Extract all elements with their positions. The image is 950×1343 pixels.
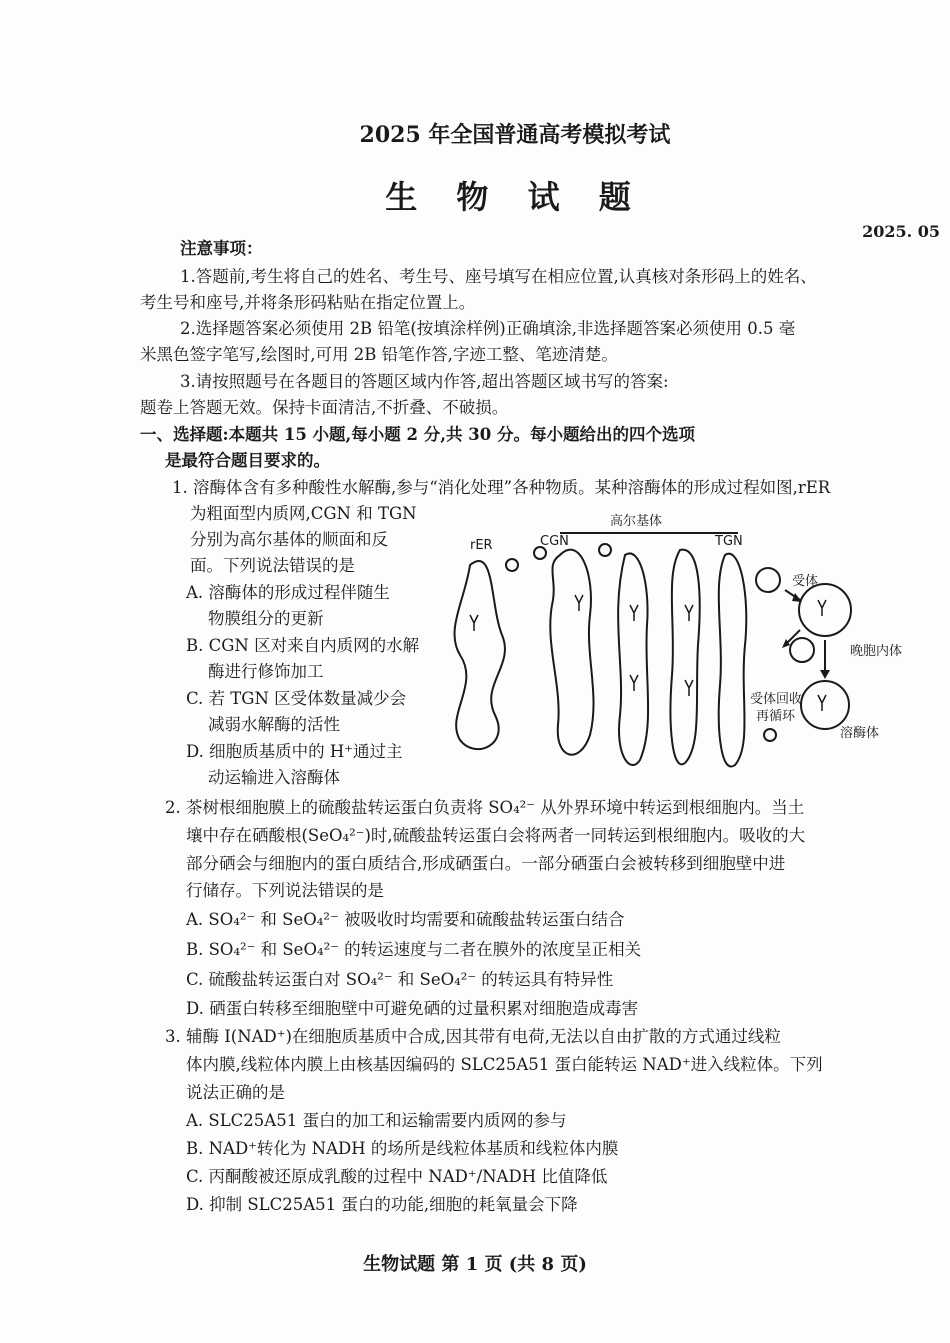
transport-vesicle (764, 729, 776, 741)
q2-option-d: D. 硒蛋白转移至细胞壁中可避免硒的过量积累对细胞造成毒害 (186, 999, 639, 1018)
q1-option-c: C. 若 TGN 区受体数量减少会 (186, 689, 407, 708)
notice-line: 题卷上答题无效。保持卡面清洁,不折叠、不破损。 (140, 398, 509, 417)
q1-option-b-cont: 酶进行修饰加工 (208, 662, 324, 681)
q2-stem: 壤中存在硒酸根(SeO₄²⁻)时,硫酸盐转运蛋白会将两者一同转运到根细胞内。吸收的大 (186, 826, 806, 845)
label-lysosome: 溶酶体 (840, 726, 880, 741)
label-late-endosome: 晚胞内体 (850, 644, 903, 659)
q2-stem: 部分硒会与细胞内的蛋白质结合,形成硒蛋白。一部分硒蛋白会被转移到细胞壁中进 (186, 854, 786, 873)
q3-option-a: A. SLC25A51 蛋白的加工和运输需要内质网的参与 (186, 1111, 567, 1130)
q3-stem: 体内膜,线粒体内膜上由核基因编码的 SLC25A51 蛋白能转运 NAD⁺进入线粒体。下列 (186, 1055, 823, 1074)
exam-title: 2025 年全国普通高考模拟考试 (359, 122, 671, 148)
golgi-cisterna (618, 553, 648, 765)
q2-option-a: A. SO₄²⁻ 和 SeO₄²⁻ 被吸收时均需要和硫酸盐转运蛋白结合 (186, 910, 625, 929)
subject-title: 生 物 试 题 (385, 178, 645, 216)
transport-vesicle (506, 559, 518, 571)
rer-membrane (455, 561, 505, 749)
label-golgi: 高尔基体 (610, 514, 663, 529)
q1-stem: 1. 溶酶体含有多种酸性水解酶,参与“消化处理”各种物质。某种溶酶体的形成过程如图,rER (172, 478, 831, 497)
recycling-vesicle (790, 638, 814, 662)
q3-option-b: B. NAD⁺转化为 NADH 的场所是线粒体基质和线粒体内膜 (186, 1139, 619, 1158)
notice-line: 3.请按照题号在各题目的答题区域内作答,超出答题区域书写的答案: (180, 372, 669, 391)
q1-option-d-cont: 动运输进入溶酶体 (208, 768, 340, 787)
page-footer: 生物试题 第 1 页 (共 8 页) (363, 1254, 587, 1275)
q3-stem: 3. 辅酶 I(NAD⁺)在细胞质基质中合成,因其带有电荷,无法以自由扩散的方式通过线粒 (165, 1027, 781, 1046)
enzyme-glyph (470, 615, 478, 631)
q1-option-a-cont: 物膜组分的更新 (208, 609, 324, 628)
q2-stem: 2. 茶树根细胞膜上的硫酸盐转运蛋白负责将 SO₄²⁻ 从外界环境中转运到根细胞内。当土 (165, 798, 805, 817)
notice-line: 2.选择题答案必须使用 2B 铅笔(按填涂样例)正确填涂,非选择题答案必须使用 0.5 毫 (180, 319, 796, 338)
notice-line: 考生号和座号,并将条形码粘贴在指定位置上。 (140, 293, 476, 312)
q1-option-c-cont: 减弱水解酶的活性 (208, 715, 340, 734)
q1-stem: 面。下列说法错误的是 (190, 556, 355, 575)
arrow-head (820, 670, 830, 679)
q2-stem: 行储存。下列说法错误的是 (186, 881, 384, 900)
enzyme-glyph (575, 595, 583, 611)
label-tgn: TGN (715, 534, 743, 549)
q3-option-d: D. 抑制 SLC25A51 蛋白的功能,细胞的耗氧量会下降 (186, 1195, 578, 1214)
section-heading-cont: 是最符合题目要求的。 (165, 451, 330, 470)
label-rer: rER (470, 538, 493, 553)
transport-vesicle (599, 544, 611, 556)
q2-option-b: B. SO₄²⁻ 和 SeO₄²⁻ 的转运速度与二者在膜外的浓度呈正相关 (186, 940, 642, 959)
tgn-cisterna (719, 554, 747, 767)
cgn-cisterna (550, 550, 593, 755)
enzyme-glyph (818, 600, 826, 616)
late-endosome (799, 584, 851, 636)
label-cgn: CGN (540, 534, 569, 549)
q1-stem: 分别为高尔基体的顺面和反 (190, 530, 388, 549)
arrow-head (792, 593, 802, 602)
enzyme-glyph (685, 680, 693, 696)
exam-date: 2025. 05 (862, 222, 940, 241)
enzyme-glyph (685, 605, 693, 621)
notice-line: 米黑色签字笔写,绘图时,可用 2B 铅笔作答,字迹工整、笔迹清楚。 (140, 345, 618, 364)
q3-stem: 说法正确的是 (186, 1083, 285, 1102)
enzyme-glyph (818, 695, 826, 711)
lysosome-formation-figure (440, 505, 920, 785)
label-receptor-recycle: 受体回收 (750, 692, 803, 707)
enzyme-glyph (630, 605, 638, 621)
q1-option-a: A. 溶酶体的形成过程伴随生 (186, 583, 390, 602)
golgi-cisterna (671, 550, 700, 765)
notice-heading: 注意事项： (180, 239, 263, 258)
notice-line: 1.答题前,考生将自己的姓名、考生号、座号填写在相应位置,认真核对条形码上的姓名、 (180, 267, 817, 286)
q1-option-d: D. 细胞质基质中的 H⁺通过主 (186, 742, 403, 761)
q2-option-c: C. 硫酸盐转运蛋白对 SO₄²⁻ 和 SeO₄²⁻ 的转运具有特异性 (186, 970, 614, 989)
lysosome (801, 681, 849, 729)
label-receptor: 受体 (792, 574, 819, 589)
enzyme-glyph (630, 675, 638, 691)
coated-vesicle (756, 568, 780, 592)
label-receptor-recycle-2: 再循环 (756, 709, 796, 724)
q1-stem: 为粗面型内质网,CGN 和 TGN (190, 504, 417, 523)
q1-option-b: B. CGN 区对来自内质网的水解 (186, 636, 420, 655)
q3-option-c: C. 丙酮酸被还原成乳酸的过程中 NAD⁺/NADH 比值降低 (186, 1167, 608, 1186)
section-heading: 一、选择题:本题共 15 小题,每小题 2 分,共 30 分。每小题给出的四个选项 (140, 425, 695, 444)
